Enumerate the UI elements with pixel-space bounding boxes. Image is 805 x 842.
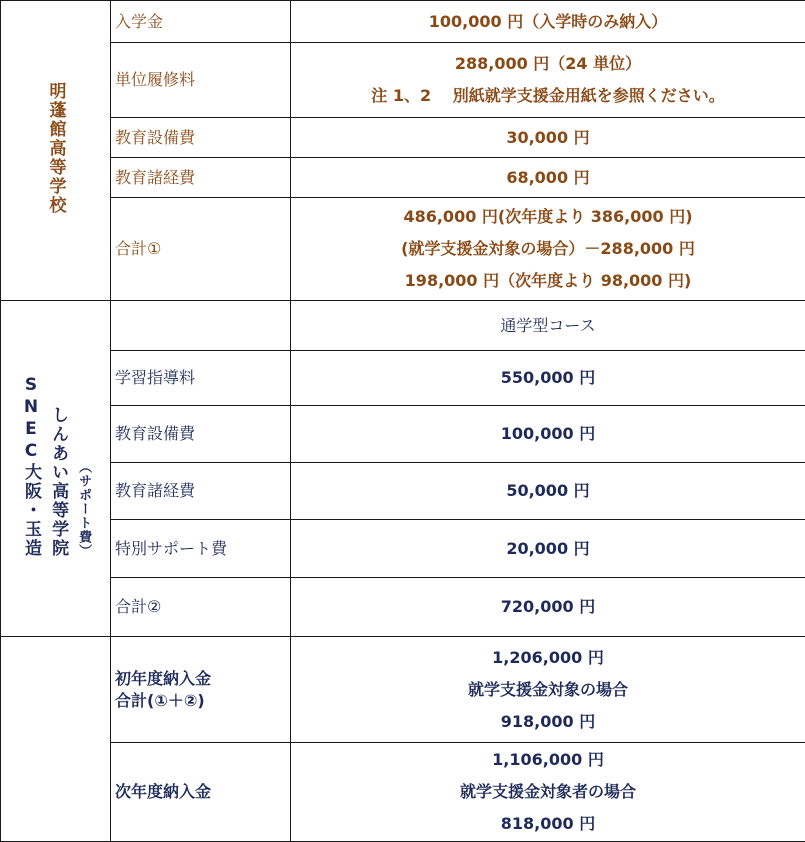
value-line: 68,000 円 xyxy=(291,162,805,194)
table-row xyxy=(1,118,805,158)
table-row xyxy=(1,351,805,406)
course-name: 通学型コース xyxy=(291,310,805,342)
school-name-note: （サポート費） xyxy=(74,460,91,558)
label-line: 次年度納入金 xyxy=(115,781,290,803)
value-line: 50,000 円 xyxy=(291,475,805,507)
row-label: 教育諸経費 xyxy=(111,158,291,198)
row-label: 教育諸経費 xyxy=(111,463,291,520)
value-line: 注 1、2 別紙就学支援金用紙を参照ください。 xyxy=(291,80,805,112)
empty-cell xyxy=(111,301,291,351)
value-line: 就学支援金対象者の場合 xyxy=(291,776,805,808)
table-row xyxy=(1,43,805,118)
value-line: 486,000 円(次年度より 386,000 円) xyxy=(291,201,805,233)
row-label: 入学金 xyxy=(111,1,291,43)
row-value xyxy=(291,43,805,118)
row-value xyxy=(291,578,805,637)
row-value xyxy=(291,743,805,842)
school-name-line2: しんあい高等学院 xyxy=(47,406,69,558)
value-line: (就学支援金対象の場合）－288,000 円 xyxy=(291,233,805,265)
school-name-snec xyxy=(1,301,111,637)
label-line: 合計(①＋②) xyxy=(115,690,290,712)
school-name-line1: SNEC大阪・玉造 xyxy=(20,375,42,558)
row-value xyxy=(291,118,805,158)
row-label xyxy=(111,743,291,842)
table-row xyxy=(1,637,805,743)
label-line: 初年度納入金 xyxy=(115,668,290,690)
row-value xyxy=(291,1,805,43)
row-label: 合計① xyxy=(111,198,291,301)
row-label xyxy=(111,637,291,743)
value-line: 918,000 円 xyxy=(291,706,805,738)
row-value xyxy=(291,520,805,578)
school-name-text: 明蓬館高等学校 xyxy=(44,82,66,215)
course-header xyxy=(291,301,805,351)
row-value xyxy=(291,463,805,520)
row-value xyxy=(291,351,805,406)
table-row xyxy=(1,520,805,578)
value-line: 30,000 円 xyxy=(291,122,805,154)
row-label: 特別サポート費 xyxy=(111,520,291,578)
row-value xyxy=(291,637,805,743)
row-value xyxy=(291,406,805,463)
value-line: 就学支援金対象の場合 xyxy=(291,674,805,706)
value-line: 20,000 円 xyxy=(291,533,805,565)
empty-cell xyxy=(1,637,111,842)
value-line: 198,000 円（次年度より 98,000 円) xyxy=(291,265,805,297)
value-line: 1,206,000 円 xyxy=(291,642,805,674)
table-row xyxy=(1,406,805,463)
table-row xyxy=(1,578,805,637)
value-line: 720,000 円 xyxy=(291,591,805,623)
table-row xyxy=(1,463,805,520)
table-row xyxy=(1,743,805,842)
row-value xyxy=(291,198,805,301)
value-line: 550,000 円 xyxy=(291,362,805,394)
table-row xyxy=(1,158,805,198)
row-label: 学習指導料 xyxy=(111,351,291,406)
row-label: 合計② xyxy=(111,578,291,637)
row-label: 単位履修料 xyxy=(111,43,291,118)
value-line: 1,106,000 円 xyxy=(291,744,805,776)
school-name-meiho xyxy=(1,1,111,301)
table-row xyxy=(1,1,805,43)
row-label: 教育設備費 xyxy=(111,406,291,463)
table-row xyxy=(1,198,805,301)
value-line: 818,000 円 xyxy=(291,808,805,840)
table-row xyxy=(1,301,805,351)
value-line: 100,000 円 xyxy=(291,418,805,450)
value-line: 288,000 円（24 単位） xyxy=(291,48,805,80)
row-value xyxy=(291,158,805,198)
value-line: 100,000 円（入学時のみ納入） xyxy=(291,6,805,38)
row-label: 教育設備費 xyxy=(111,118,291,158)
